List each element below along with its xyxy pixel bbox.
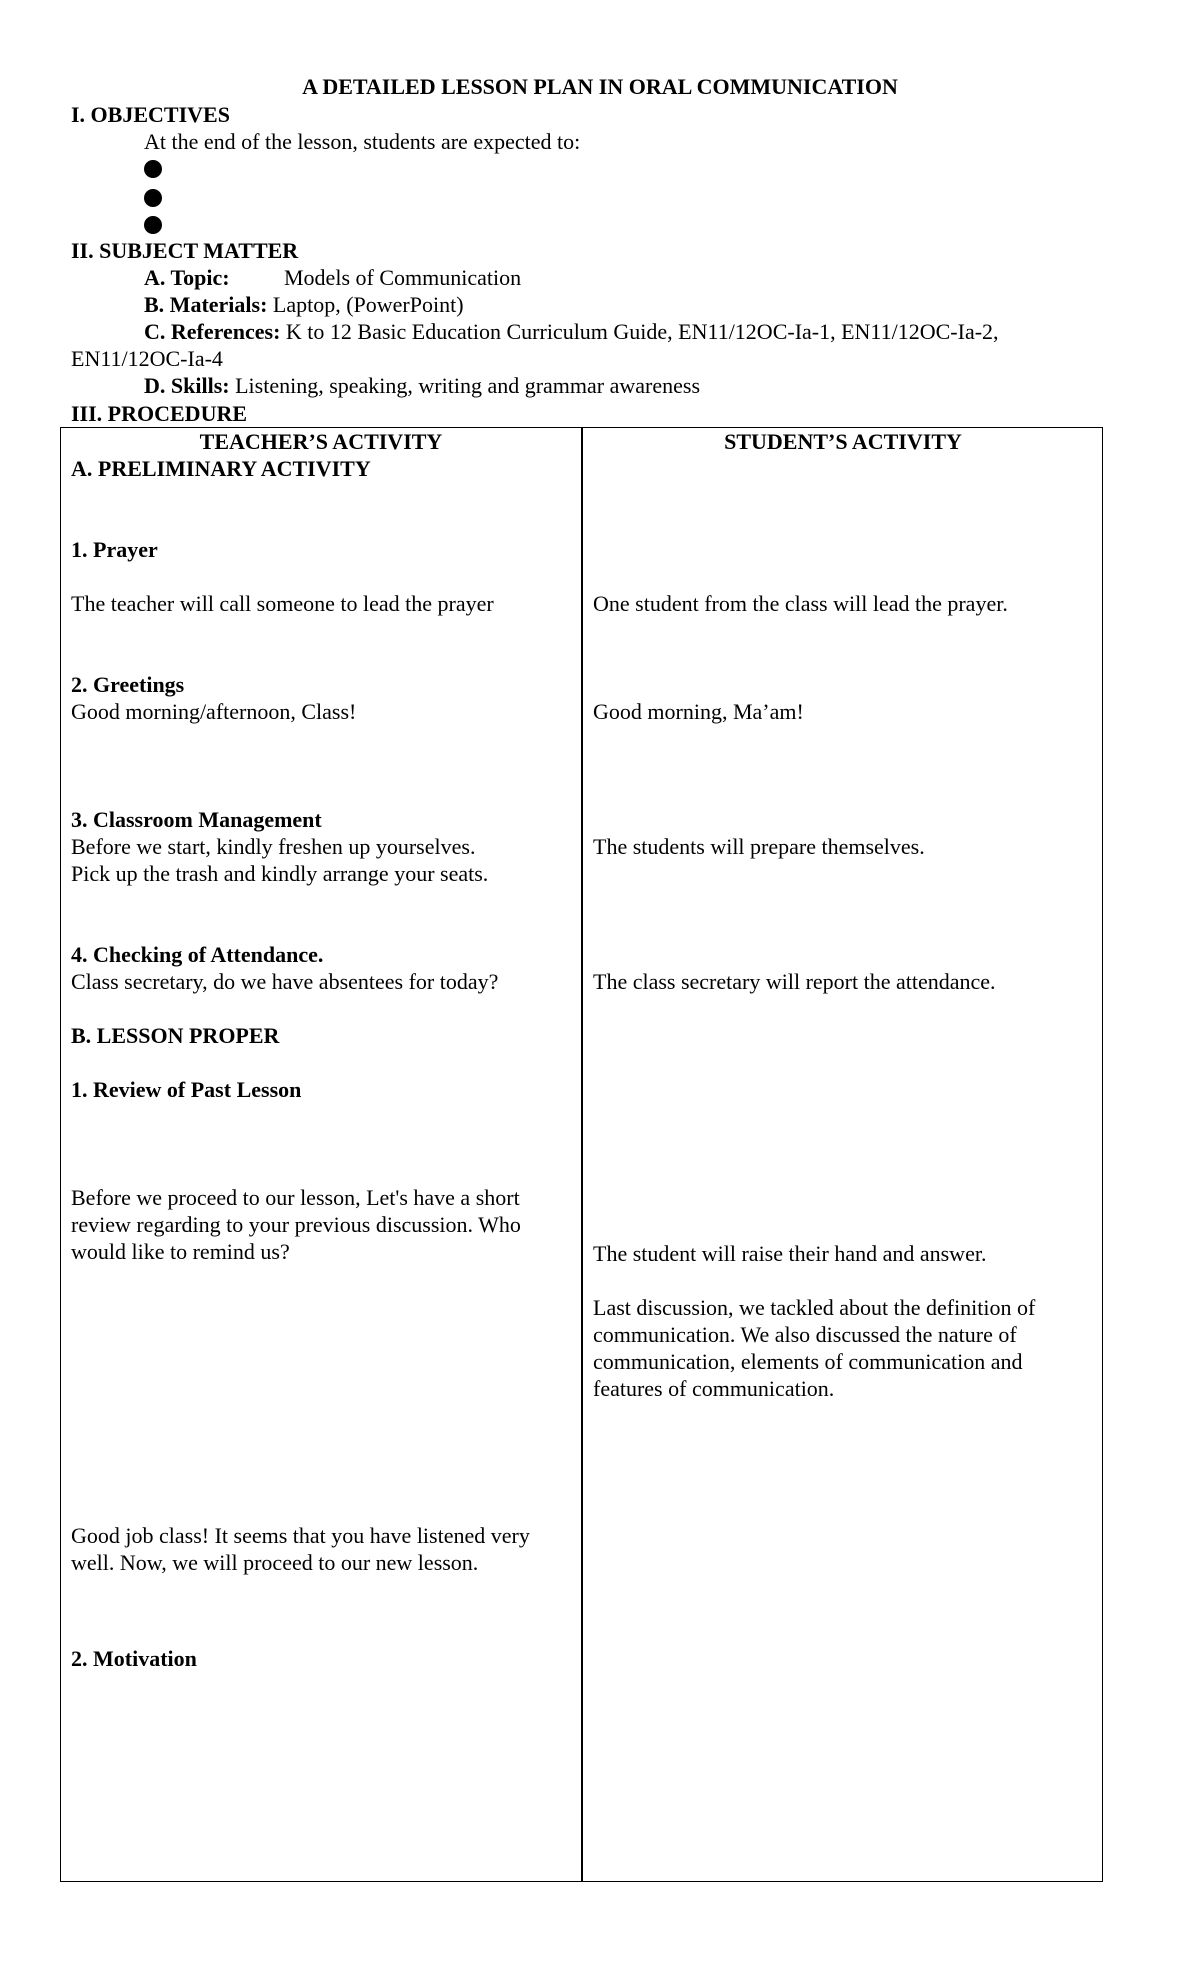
prayer-teacher: The teacher will call someone to lead the prayer xyxy=(71,591,494,616)
procedure-table xyxy=(60,427,1103,1882)
good-job-2: well. Now, we will proceed to our new lesson. xyxy=(71,1550,479,1575)
classroom-management-heading: 3. Classroom Management xyxy=(71,807,322,832)
attendance-student: The class secretary will report the attendance. xyxy=(593,969,996,994)
bullet-3 xyxy=(144,216,162,234)
classroom-management-teacher-1: Before we start, kindly freshen up yourselves. xyxy=(71,834,476,859)
objectives-heading: I. OBJECTIVES xyxy=(71,102,230,127)
skills-label: D. Skills: xyxy=(144,373,230,398)
objectives-intro: At the end of the lesson, students are expected to: xyxy=(144,129,581,154)
student-activity-header: STUDENT’S ACTIVITY xyxy=(724,429,962,454)
lesson-proper-heading: B. LESSON PROPER xyxy=(71,1023,280,1048)
preliminary-activity-heading: A. PRELIMINARY ACTIVITY xyxy=(71,456,371,481)
procedure-heading: III. PROCEDURE xyxy=(71,401,248,426)
greetings-heading: 2. Greetings xyxy=(71,672,185,697)
references-line xyxy=(144,318,999,345)
references-value: K to 12 Basic Education Curriculum Guide, EN11/12OC-Ia-1, EN11/12OC-Ia-2, xyxy=(285,319,999,344)
document-title: A DETAILED LESSON PLAN IN ORAL COMMUNICATION xyxy=(302,74,898,99)
review-teacher-2: review regarding to your previous discussion. Who xyxy=(71,1212,521,1237)
prayer-heading: 1. Prayer xyxy=(71,537,158,562)
materials-value: Laptop, (PowerPoint) xyxy=(272,292,464,317)
review-student-5: features of communication. xyxy=(593,1376,835,1401)
review-student-2: Last discussion, we tackled about the definition of xyxy=(593,1295,1036,1320)
review-student-1: The student will raise their hand and answer. xyxy=(593,1241,987,1266)
references-continued: EN11/12OC-Ia-4 xyxy=(71,346,223,371)
teacher-activity-header: TEACHER’S ACTIVITY xyxy=(199,429,443,454)
review-heading: 1. Review of Past Lesson xyxy=(71,1077,302,1102)
classroom-management-teacher-2: Pick up the trash and kindly arrange your seats. xyxy=(71,861,489,886)
topic-value: Models of Communication xyxy=(284,265,522,290)
materials-line xyxy=(144,291,464,318)
bullet-1 xyxy=(144,160,162,178)
good-job-1: Good job class! It seems that you have listened very xyxy=(71,1523,530,1548)
attendance-heading: 4. Checking of Attendance. xyxy=(71,942,324,967)
review-teacher-1: Before we proceed to our lesson, Let's have a short xyxy=(71,1185,520,1210)
skills-line xyxy=(144,372,700,399)
review-student-4: communication, elements of communication and xyxy=(593,1349,1023,1374)
review-student-3: communication. We also discussed the nature of xyxy=(593,1322,1017,1347)
greetings-student: Good morning, Ma’am! xyxy=(593,699,804,724)
classroom-management-student: The students will prepare themselves. xyxy=(593,834,925,859)
subject-matter-heading: II. SUBJECT MATTER xyxy=(71,238,299,263)
column-divider xyxy=(581,428,583,1881)
skills-value: Listening, speaking, writing and grammar awareness xyxy=(235,373,701,398)
references-label: C. References: xyxy=(144,319,281,344)
greetings-teacher: Good morning/afternoon, Class! xyxy=(71,699,357,724)
review-teacher-3: would like to remind us? xyxy=(71,1239,290,1264)
motivation-heading: 2. Motivation xyxy=(71,1646,197,1671)
prayer-student: One student from the class will lead the prayer. xyxy=(593,591,1008,616)
materials-label: B. Materials: xyxy=(144,292,268,317)
attendance-teacher: Class secretary, do we have absentees for today? xyxy=(71,969,499,994)
topic-line xyxy=(144,264,521,291)
topic-label: A. Topic: xyxy=(144,265,230,290)
bullet-2 xyxy=(144,189,162,207)
